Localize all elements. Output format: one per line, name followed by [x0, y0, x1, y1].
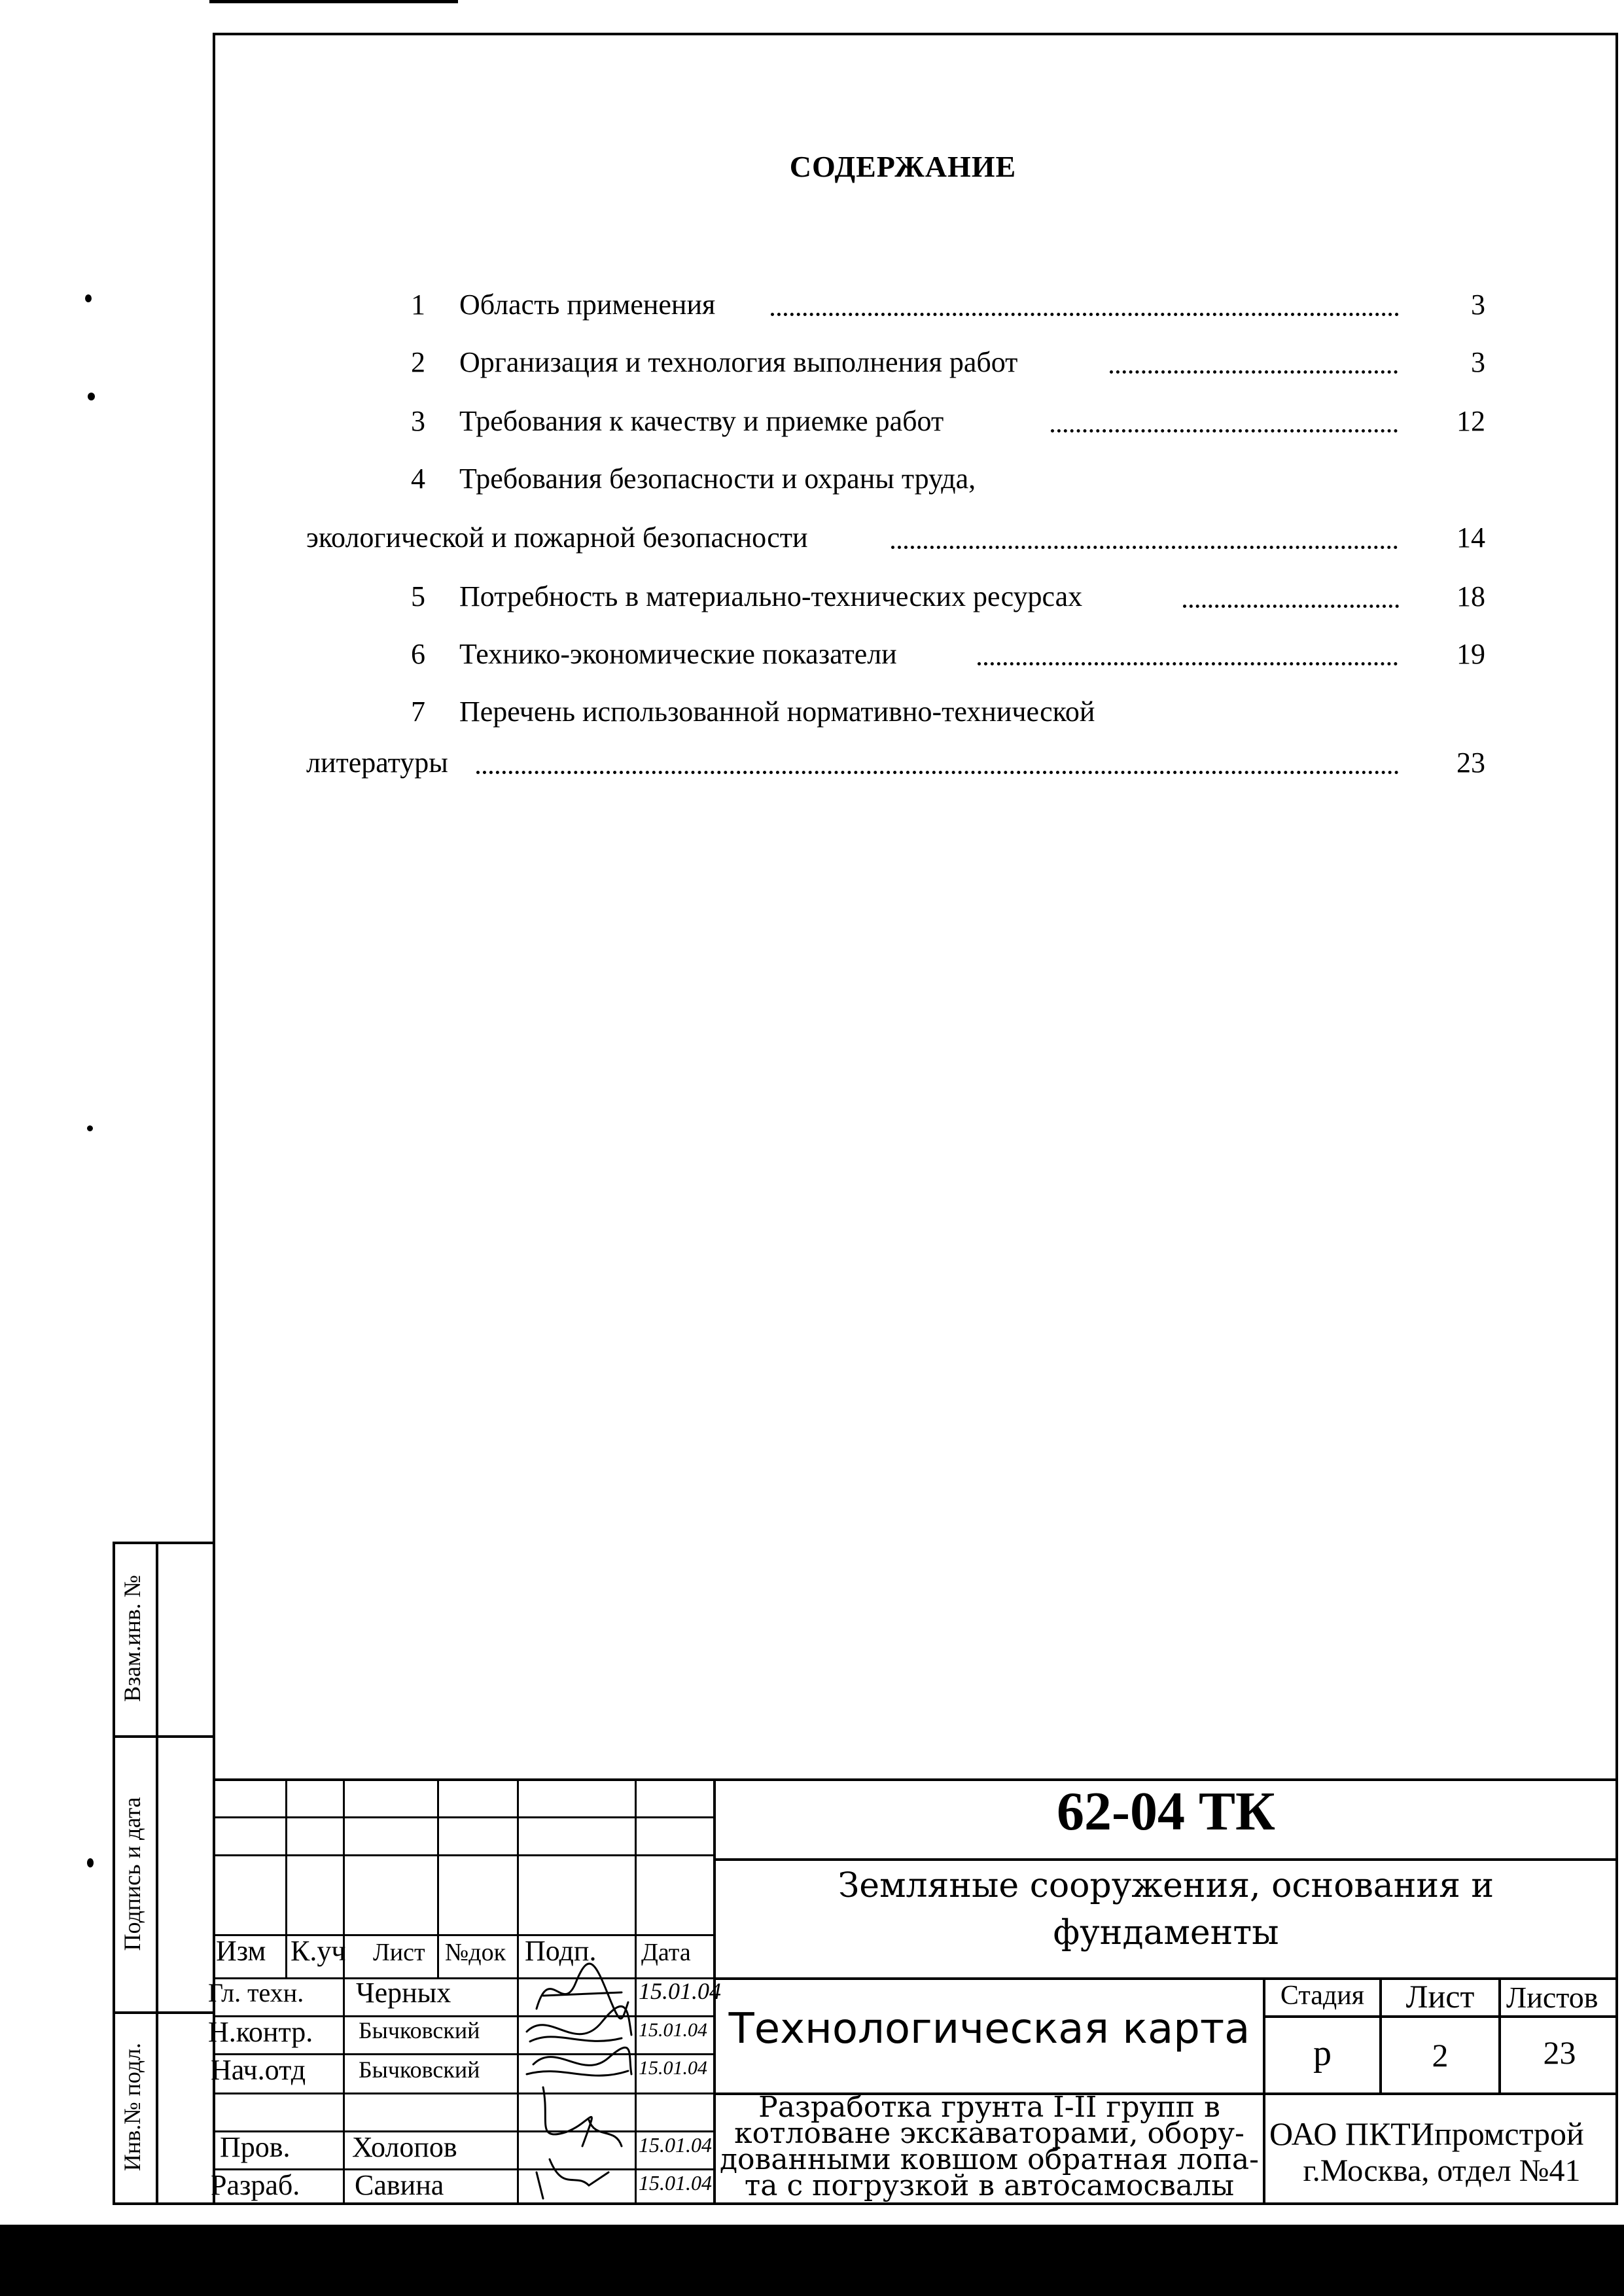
sheets-header: Листов — [1506, 1981, 1598, 2014]
document-type: Технологическая карта — [728, 2005, 1250, 2053]
role-norm-control: Н.контр. — [208, 2016, 313, 2048]
date-developer: 15.01.04 — [639, 2171, 712, 2195]
toc-item-page: 3 — [1471, 346, 1485, 378]
name-checked: Холопов — [352, 2131, 457, 2163]
toc-item-title: Требования безопасности и охраны труда, — [459, 463, 976, 495]
name-chief-technologist: Черных — [356, 1977, 451, 2009]
description-line4: та с погрузкой в автосамосвалы — [744, 2169, 1235, 2202]
inventory-original-label: Инв.№ подл. — [119, 2042, 145, 2172]
description-line3: дованными ковшом обратная лопа- — [719, 2143, 1260, 2176]
col-header-signature: Подп. — [525, 1935, 597, 1967]
toc-leader — [476, 768, 1399, 774]
replace-inventory-label: Взам.инв. № — [119, 1575, 145, 1702]
scan-top-edge — [209, 0, 458, 3]
toc-item-page: 3 — [1471, 289, 1485, 321]
scan-speck — [87, 1858, 94, 1867]
col-header-count: К.уч — [291, 1935, 346, 1967]
toc-item-title-continued: экологической и пожарной безопасности — [306, 521, 808, 554]
toc-item-page: 19 — [1456, 638, 1485, 670]
toc-item-page: 14 — [1456, 521, 1485, 554]
role-dept-head: Нач.отд — [211, 2054, 306, 2086]
toc-item-title: Технико-экономические показатели — [459, 638, 897, 670]
toc-item-number: 1 — [411, 289, 425, 321]
toc-item-number: 2 — [411, 346, 425, 378]
handwritten-signatures — [523, 1924, 635, 2205]
toc-item-number: 7 — [411, 696, 425, 728]
organization-location: г.Москва, отдел №41 — [1303, 2153, 1581, 2188]
scan-bottom-edge — [0, 2225, 1624, 2296]
date-chief-technologist: 15.01.04 — [639, 1978, 721, 2004]
toc-item-number: 6 — [411, 638, 425, 670]
toc-item-title: Организация и технология выполнения работ — [459, 346, 1018, 378]
section-title-line1: Земляные сооружения, основания и — [838, 1866, 1494, 1905]
scan-speck — [85, 294, 92, 302]
name-developer: Савина — [355, 2169, 444, 2201]
signature-date-label: Подпись и дата — [119, 1797, 145, 1951]
col-header-doc-number: №док — [445, 1939, 506, 1966]
toc-leader — [1183, 602, 1399, 608]
role-chief-technologist: Гл. техн. — [208, 1978, 304, 2007]
description-line2: котловане экскаваторами, обору- — [734, 2117, 1244, 2150]
toc-item-title-continued: литературы — [306, 747, 448, 779]
toc-leader — [978, 660, 1398, 665]
col-header-sheet: Лист — [373, 1939, 425, 1966]
stage-value: р — [1313, 2033, 1332, 2074]
toc-item-page: 18 — [1456, 580, 1485, 612]
toc-item-number: 3 — [411, 405, 425, 437]
col-header-date: Дата — [641, 1939, 691, 1966]
toc-item-title: Перечень использованной нормативно-технической — [459, 696, 1095, 728]
sheet-header: Лист — [1405, 1978, 1475, 2015]
toc-leader — [1110, 368, 1398, 374]
sheets-value: 23 — [1543, 2034, 1576, 2071]
date-dept-head: 15.01.04 — [639, 2057, 707, 2079]
name-dept-head: Бычковский — [359, 2057, 480, 2083]
section-title-line2: фундаменты — [1053, 1913, 1279, 1952]
toc-item-title: Требования к качеству и приемке работ — [459, 405, 944, 437]
description-line1: Разработка грунта I-II групп в — [758, 2091, 1220, 2124]
role-developer: Разраб. — [211, 2169, 300, 2201]
toc-item-title: Область применения — [459, 289, 716, 321]
sheet-value: 2 — [1432, 2037, 1449, 2074]
toc-item-page: 23 — [1456, 747, 1485, 779]
date-checked: 15.01.04 — [639, 2133, 712, 2157]
role-checked: Пров. — [220, 2131, 291, 2163]
page-title: СОДЕРЖАНИЕ — [789, 150, 1017, 183]
toc-item-number: 5 — [411, 580, 425, 612]
toc-item-title: Потребность в материально-технических ресурсах — [459, 580, 1083, 612]
toc-item-page: 12 — [1456, 405, 1485, 437]
toc-item-number: 4 — [411, 463, 425, 495]
toc-leader — [891, 543, 1398, 549]
organization-name: ОАО ПКТИпромстрой — [1269, 2115, 1584, 2152]
document-code: 62-04 ТК — [1057, 1781, 1275, 1842]
date-norm-control: 15.01.04 — [639, 2019, 707, 2041]
toc-leader — [771, 310, 1399, 316]
toc-leader — [1051, 427, 1398, 433]
scan-speck — [88, 393, 95, 400]
scan-speck — [87, 1125, 93, 1131]
col-header-change: Изм — [216, 1935, 266, 1967]
stage-header: Стадия — [1280, 1981, 1365, 2011]
name-norm-control: Бычковский — [359, 2017, 480, 2043]
